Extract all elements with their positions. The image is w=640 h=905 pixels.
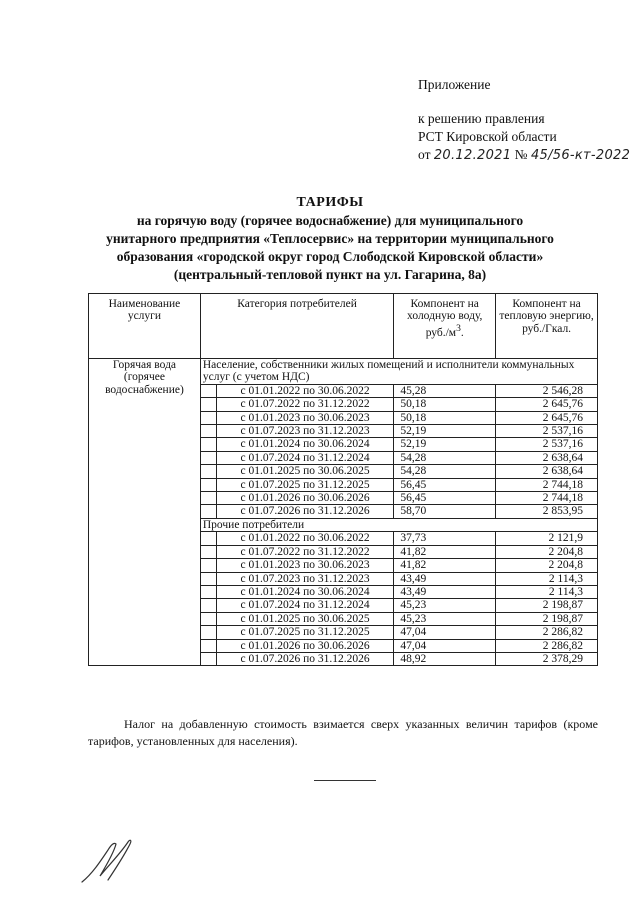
appendix-decision: к решению правления	[418, 111, 545, 126]
header-service: Наименование услуги	[89, 294, 201, 359]
tariff-table	[88, 293, 598, 666]
category-cell: Население, собственники жилых помещений и исполнители коммунальных услуг (с учетом НДС)	[200, 359, 597, 385]
period-cell: с 01.07.2022 по 31.12.2022	[216, 545, 394, 558]
title-line-3: образования «городской округ город Слободской Кировской области»	[116, 249, 544, 264]
heat-cell: 2 638,64	[496, 465, 598, 478]
cold-water-cell: 41,82	[394, 559, 496, 572]
separator-line	[314, 780, 376, 781]
heat-cell: 2 198,87	[496, 599, 598, 612]
period-cell: с 01.07.2024 по 31.12.2024	[216, 451, 394, 464]
period-cell: с 01.07.2026 по 31.12.2026	[216, 652, 394, 665]
heat-cell: 2 198,87	[496, 612, 598, 625]
category-cell: Прочие потребители	[200, 518, 597, 531]
period-cell: с 01.01.2022 по 30.06.2022	[216, 532, 394, 545]
handwritten-number: 45/56-кт-2022	[530, 148, 631, 163]
document-title	[80, 194, 580, 284]
signature-mark	[78, 836, 138, 891]
header-cold-water-end: .	[460, 326, 464, 339]
heat-cell: 2 537,16	[496, 425, 598, 438]
appendix-date-line	[418, 146, 633, 165]
heat-cell: 2 645,76	[496, 411, 598, 424]
appendix-title: Приложение	[418, 77, 491, 92]
heat-cell: 2 121,9	[496, 532, 598, 545]
cold-water-cell: 45,28	[394, 384, 496, 397]
vat-note	[88, 716, 598, 750]
cold-water-cell: 58,70	[394, 505, 496, 518]
indent-cell	[200, 451, 216, 464]
indent-cell	[200, 612, 216, 625]
date-prefix: от	[418, 147, 431, 162]
indent-cell	[200, 384, 216, 397]
heat-cell: 2 853,95	[496, 505, 598, 518]
period-cell: с 01.07.2025 по 31.12.2025	[216, 478, 394, 491]
heat-cell: 2 378,29	[496, 652, 598, 665]
heat-cell: 2 114,3	[496, 585, 598, 598]
heat-cell: 2 546,28	[496, 384, 598, 397]
heat-cell: 2 286,82	[496, 626, 598, 639]
heat-cell: 2 286,82	[496, 639, 598, 652]
cold-water-cell: 50,18	[394, 411, 496, 424]
category-row	[89, 359, 598, 385]
indent-cell	[200, 652, 216, 665]
indent-cell	[200, 398, 216, 411]
period-cell: с 01.01.2023 по 30.06.2023	[216, 411, 394, 424]
indent-cell	[200, 572, 216, 585]
indent-cell	[200, 465, 216, 478]
period-cell: с 01.01.2025 по 30.06.2025	[216, 612, 394, 625]
indent-cell	[200, 438, 216, 451]
period-cell: с 01.01.2022 по 30.06.2022	[216, 384, 394, 397]
indent-cell	[200, 599, 216, 612]
period-cell: с 01.07.2026 по 31.12.2026	[216, 505, 394, 518]
header-cold-water-text: Компонент на холодную воду, руб./м	[407, 298, 483, 339]
period-cell: с 01.01.2023 по 30.06.2023	[216, 559, 394, 572]
indent-cell	[200, 478, 216, 491]
cold-water-cell: 43,49	[394, 572, 496, 585]
cold-water-cell: 54,28	[394, 465, 496, 478]
appendix-block	[418, 76, 633, 165]
indent-cell	[200, 505, 216, 518]
vat-note-text: Налог на добавленную стоимость взимается сверх указанных величин тарифов (кроме тарифов, установленных для населения).	[88, 717, 598, 748]
cold-water-cell: 54,28	[394, 451, 496, 464]
heat-cell: 2 204,8	[496, 559, 598, 572]
period-cell: с 01.07.2024 по 31.12.2024	[216, 599, 394, 612]
service-name-cell: Горячая вода (горячее водоснабжение)	[89, 359, 201, 666]
cold-water-cell: 47,04	[394, 626, 496, 639]
number-prefix: №	[514, 147, 528, 162]
cold-water-cell: 52,19	[394, 438, 496, 451]
indent-cell	[200, 425, 216, 438]
heat-cell: 2 744,18	[496, 492, 598, 505]
cold-water-cell: 56,45	[394, 492, 496, 505]
indent-cell	[200, 559, 216, 572]
period-cell: с 01.01.2024 по 30.06.2024	[216, 585, 394, 598]
handwritten-date: 20.12.2021	[433, 148, 512, 163]
cold-water-cell: 45,23	[394, 612, 496, 625]
indent-cell	[200, 411, 216, 424]
cold-water-cell: 50,18	[394, 398, 496, 411]
period-cell: с 01.07.2023 по 31.12.2023	[216, 425, 394, 438]
cold-water-cell: 37,73	[394, 532, 496, 545]
period-cell: с 01.01.2024 по 30.06.2024	[216, 438, 394, 451]
heat-cell: 2 204,8	[496, 545, 598, 558]
cold-water-cell: 52,19	[394, 425, 496, 438]
indent-cell	[200, 639, 216, 652]
period-cell: с 01.01.2026 по 30.06.2026	[216, 492, 394, 505]
indent-cell	[200, 492, 216, 505]
indent-cell	[200, 585, 216, 598]
title-line-4: (центральный-тепловой пункт на ул. Гагарина, 8а)	[173, 267, 487, 282]
title-line-2: унитарного предприятия «Теплосервис» на территории муниципального	[106, 231, 554, 246]
cold-water-cell: 41,82	[394, 545, 496, 558]
cold-water-cell: 43,49	[394, 585, 496, 598]
header-heat: Компонент на тепловую энергию, руб./Гкал.	[496, 294, 598, 359]
table-body	[89, 359, 598, 666]
heat-cell: 2 638,64	[496, 451, 598, 464]
header-cold-water-sup: 3	[456, 322, 461, 334]
heat-cell: 2 744,18	[496, 478, 598, 491]
indent-cell	[200, 532, 216, 545]
header-category: Категория потребителей	[200, 294, 393, 359]
cold-water-cell: 47,04	[394, 639, 496, 652]
cold-water-cell: 48,92	[394, 652, 496, 665]
indent-cell	[200, 545, 216, 558]
header-cold-water	[394, 294, 496, 359]
heat-cell: 2 114,3	[496, 572, 598, 585]
title-line-1: на горячую воду (горячее водоснабжение) для муниципального	[136, 213, 524, 228]
heat-cell: 2 645,76	[496, 398, 598, 411]
period-cell: с 01.01.2025 по 30.06.2025	[216, 465, 394, 478]
indent-cell	[200, 626, 216, 639]
cold-water-cell: 45,23	[394, 599, 496, 612]
period-cell: с 01.01.2026 по 30.06.2026	[216, 639, 394, 652]
table-header-row	[89, 294, 598, 359]
period-cell: с 01.07.2022 по 31.12.2022	[216, 398, 394, 411]
heat-cell: 2 537,16	[496, 438, 598, 451]
period-cell: с 01.07.2025 по 31.12.2025	[216, 626, 394, 639]
appendix-authority: РСТ Кировской области	[418, 129, 557, 144]
cold-water-cell: 56,45	[394, 478, 496, 491]
title-main: ТАРИФЫ	[296, 195, 364, 210]
period-cell: с 01.07.2023 по 31.12.2023	[216, 572, 394, 585]
